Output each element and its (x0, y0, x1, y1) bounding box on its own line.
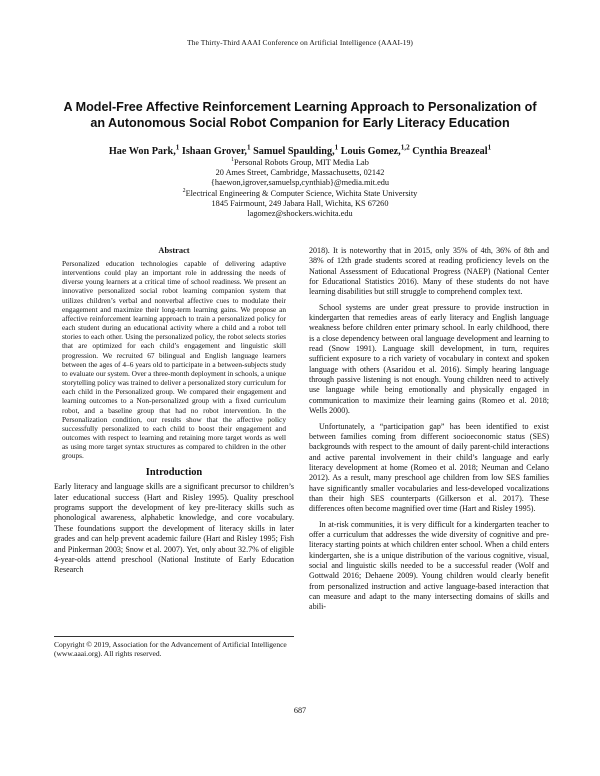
title-line-1: A Model-Free Affective Reinforcement Learning Approach to Personalization of (63, 100, 537, 114)
paragraph: School systems are under great pressure to provide instruction in kindergarten that remedies areas of early literacy and English language weakness before children enter primary school. In early childhood, there is a close dependency between oral language development and learning to read (Snow 1991). Language skill development, in turn, requires sufficient exposure to a rich variety of vocabulary in context and spoken language with others (Asaridou et al. 2016). Simply hearing language through passive listening is not enough. Young children need to actively use language while being emotionally and physically engaged in communication to maximize their learning gains (Romeo et al. 2018; Wells 2000). (309, 302, 549, 416)
affiliations (60, 158, 540, 219)
abstract-body (62, 259, 286, 460)
left-column (54, 246, 294, 576)
paragraph: Unfortunately, a “participation gap” has been identified to exist between families coming from different socioeconomic status (SES) backgrounds with respect to the amount of daily parent-child interactions and active parental involvement in their child’s language and early literacy development at home (Romeo et al. 2018; Neuman and Celano 2012). As a result, many preschool age children from low SES families have significantly smaller vocabularies and less-developed vocalizations than their high SES counterparts (Gilkerson et al. 2017). These differences often become magnified over time (Hart and Risley 1995). (309, 421, 549, 514)
affiliation-line: 20 Ames Street, Cambridge, Massachusetts, 02142 (215, 168, 385, 178)
author: Hae Won Park,$^1$ (108, 143, 180, 157)
affiliation-email: lagomez@shockers.wichita.edu (247, 209, 353, 219)
introduction-left-text (54, 482, 294, 575)
right-column (309, 246, 549, 613)
conference-header: The Thirty-Third AAAI Conference on Artificial Intelligence (AAAI-19) (186, 38, 414, 47)
affiliation-email: {haewon,igrover,samuelsp,cynthiab}@media.mit.edu (210, 178, 390, 188)
abstract-heading: Abstract (158, 246, 190, 255)
paragraph: 2018). It is noteworthy that in 2015, only 35% of 4th, 36% of 8th and 38% of 12th grade students scored at reading proficiency levels on the National Assessment of Educational Progress (NAEP) (National Center for Educational Statistics 2016). Many of these students do not have learning disabilities but still struggle to comprehend complex text. (309, 246, 549, 297)
affiliation-line: $^1$Personal Robots Group, MIT Media Lab (231, 157, 369, 167)
author: Cynthia Breazeal$^1$ (412, 143, 492, 157)
title-line-2: an Autonomous Social Robot Companion for Early Literacy Education (90, 115, 510, 130)
author-list (40, 143, 560, 158)
author: Ishaan Grover,$^1$ (181, 143, 251, 157)
affiliation-line: $^2$Electrical Engineering & Computer Science, Wichita State University (182, 187, 418, 198)
introduction-right-text (309, 246, 549, 613)
copyright-notice: Copyright © 2019, Association for the Advancement of Artificial Intelligence (www.aaai.org). All rights reserved. (54, 636, 294, 658)
affiliation-line: 1845 Fairmount, 249 Jabara Hall, Wichita, KS 67260 (211, 198, 389, 208)
author: Louis Gomez,$^{1,2}$ (340, 143, 410, 157)
paragraph: Early literacy and language skills are a significant precursor to children’s later educational success (Hart and Risley 1995). Quality preschool programs support the development of key pre-literacy skills such as phonological awareness, alphabetic knowledge, and core vocabulary. These foundations support the development of literacy skills in later grades and can help prevent academic failure (Hart and Risley 1995; Fish and Pinkerman 2003; Snow et al. 2007). Yet, only about 32.7% of eligible 4-year-olds attend preschool (National Institute of Early Education Research (54, 482, 294, 575)
paragraph: In at-risk communities, it is very difficult for a kindergarten teacher to offer a curriculum that addresses the wide diversity of cognitive and pre-literacy starting points at which children enter school. When a child enters kindergarten, she is a unique distribution of the various cognitive, visual, social and linguistic skills needed to be a successful reader (Wolf and Gottwald 2016; Dehaene 2009). Young children would clearly benefit from personalized instruction and active language-based interaction that can measure and adapt to the many intersecting domains of skills and abili- (309, 519, 549, 612)
author: Samuel Spaulding,$^1$ (253, 143, 339, 157)
paper-title (40, 100, 560, 131)
abstract-text: Personalized education technologies capable of delivering adaptive interventions could play an important role in addressing the needs of diverse young learners at a critical time of school readiness. We present an innovative personalized social robot learning companion system that utilizes children’s verbal and nonverbal affective cues to modulate their engagement and maximize their long-term learning gains. We propose an affective reinforcement learning approach to train a personalized policy for each student during an educational activity where a child and a robot tell stories to each other. Using the personalized policy, the robot selects stories that are optimized for each child’s engagement and linguistic skill progression. We recruited 67 bilingual and English language learners between the ages of 4–6 years old to participate in a between-subjects study to evaluate our system. Over a three-month deployment in schools, a unique storytelling policy was trained to deliver a personalized story curriculum for each child in the Personalized group. We compared their engagement and learning outcomes to a Non-personalized group with a fixed curriculum robot, and a baseline group that had no robot intervention. In the Personalization condition, our results show that the affective policy successfully personalized to each child to boost their engagement and outcomes with respect to learning and retaining more target words as well as using more target syntax structures as compared to children in the other groups. (62, 259, 286, 461)
introduction-heading: Introduction (145, 467, 203, 479)
page-number: 687 (293, 706, 307, 715)
